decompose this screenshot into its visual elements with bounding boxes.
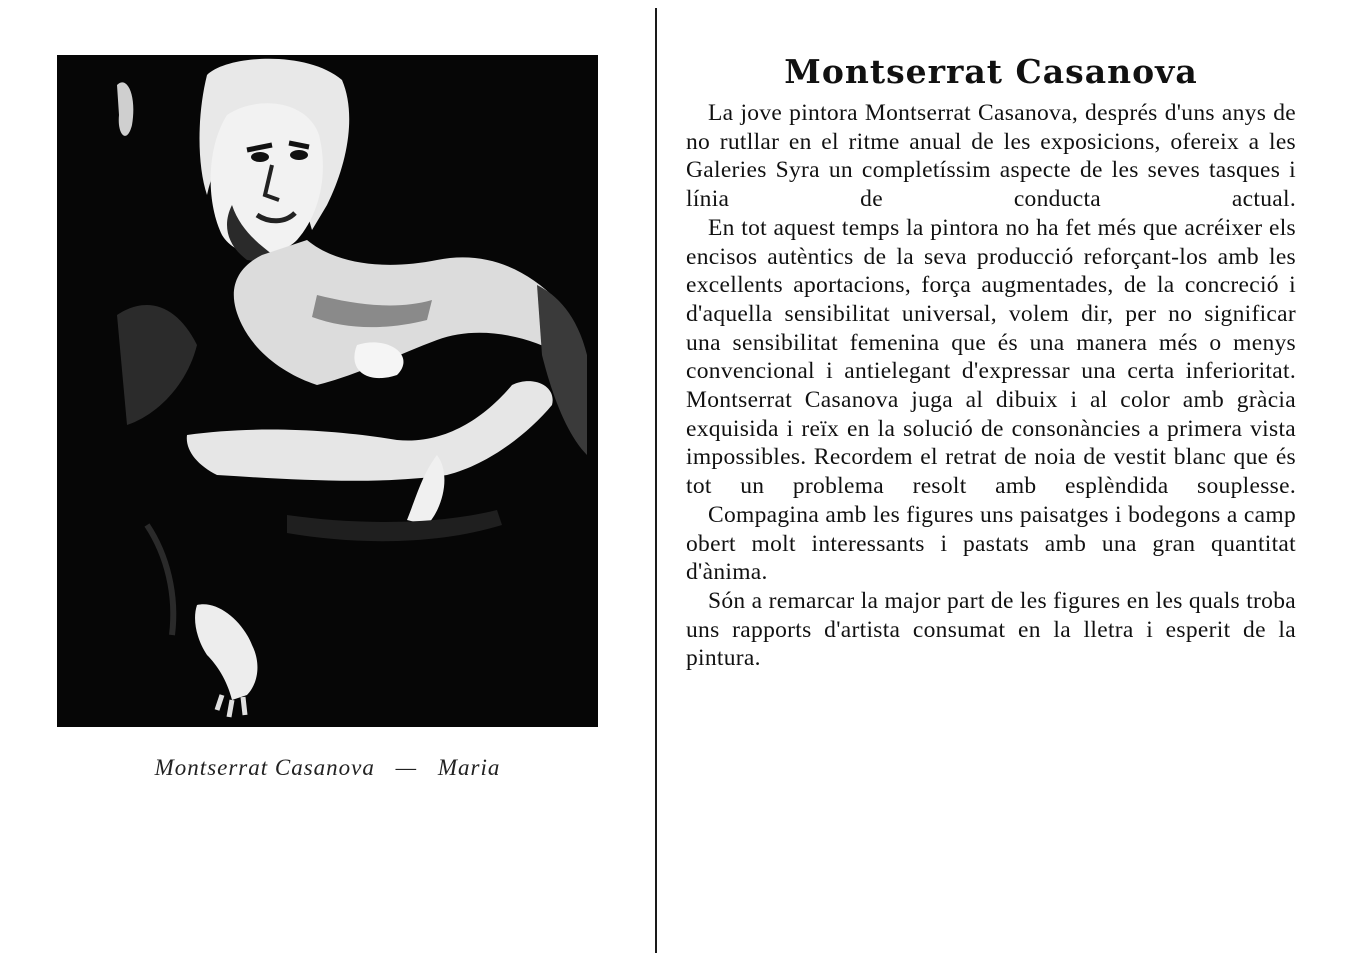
article [686,52,1296,673]
caption-separator: — [395,755,418,780]
article-paragraph-3: Compagina amb les figures uns paisatges i bodegons a camp obert molt interessants i pastats amb una gran quantitat d'ànima. [686,501,1296,586]
article-paragraph-1: La jove pintora Montserrat Casanova, després d'uns anys de no rutllar en el ritme anual de les exposicions, ofereix a les Galeries Syra un completíssim aspecte de les seves tasques i línia de conducta actual. [686,100,1296,213]
portrait-image [57,55,598,727]
portrait-painting [57,55,598,727]
article-paragraph-2: En tot aquest temps la pintora no ha fet més que acréixer els encisos autèntics de la seva producció reforçant-los amb les excellents aportacions, força augmentades, de la concreció i d'aquella sensibilitat universal, volem dir, per no significar una sensibilitat femenina que és una manera més o menys convencional i antielegant d'expressar una certa inferioritat. Montserrat Casanova juga al dibuix i al color amb gràcia exquisida i reïx en la solució de consonàncies a primera vista impossibles. Recordem el retrat de noia de vestit blanc que és tot un problema resolt amb esplèndida souplesse. [686,214,1296,500]
caption-artist: Montserrat Casanova [154,755,375,780]
figure-caption [57,755,598,781]
article-title: Montserrat Casanova [784,52,1198,91]
article-paragraph-4: Són a remarcar la major part de les figures en les quals troba uns rapports d'artista consumat en la lletra i esperit de la pintura. [686,587,1296,672]
page-divider [655,8,657,953]
caption-work-title: Maria [437,755,501,780]
